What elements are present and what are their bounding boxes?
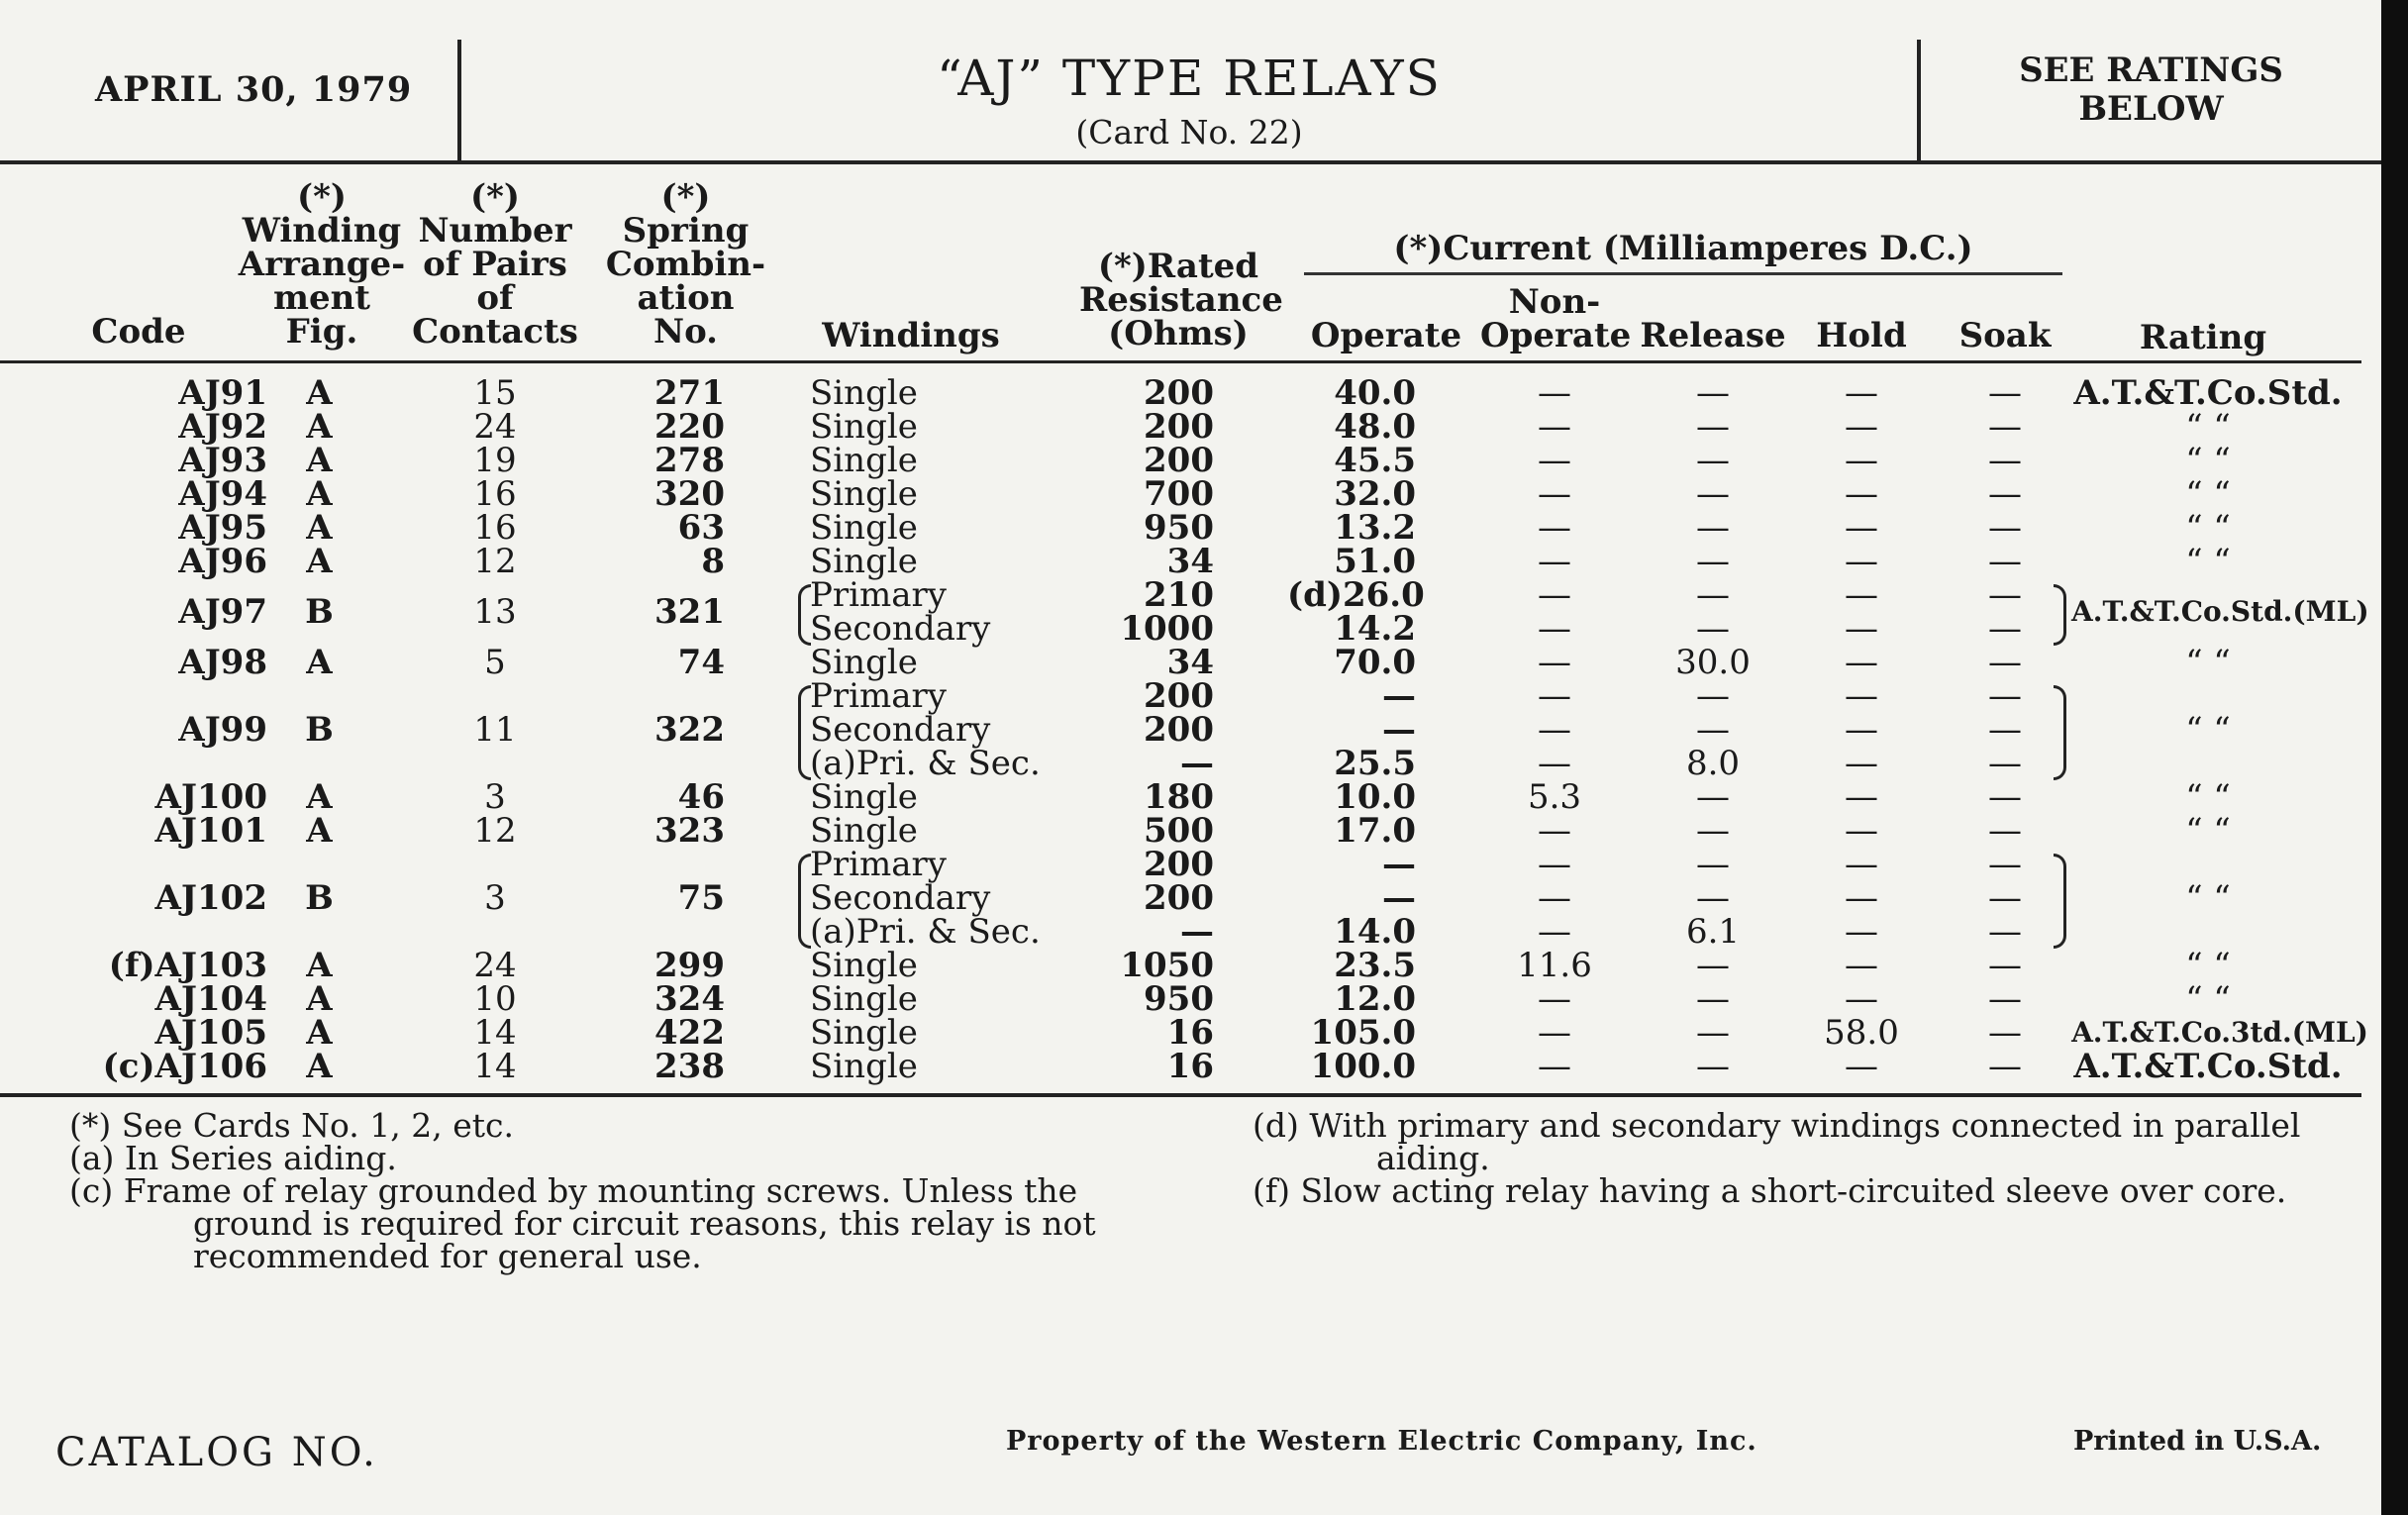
cell-soak: — — [1988, 542, 2022, 581]
cell-rating: A.T.&T.Co.3td.(ML) — [2071, 1016, 2368, 1049]
winding-brace-aj99 — [798, 685, 811, 780]
cell-soak: — — [1988, 1047, 2022, 1086]
winding-brace-aj102 — [798, 854, 811, 949]
cell-windings: Single — [810, 407, 918, 447]
cell-nonop: — — [1538, 744, 1571, 783]
cell-hold: — — [1845, 575, 1878, 615]
cell-op: 13.2 — [1334, 508, 1416, 548]
cell-windings: Single — [810, 474, 918, 514]
cell-code: AJ98 — [178, 643, 267, 682]
cell-windings: Primary — [810, 845, 947, 884]
cell-op: — — [1382, 710, 1416, 750]
cell-hold: — — [1845, 1047, 1878, 1086]
property-notice: Property of the Western Electric Company, Inc. — [1006, 1426, 1757, 1457]
cell-code: (f)AJ103 — [108, 946, 267, 985]
cell-res: 180 — [1144, 777, 1214, 817]
cell-op: 70.0 — [1334, 643, 1416, 682]
table-bottom-rule — [0, 1093, 2361, 1097]
cell-res: 200 — [1144, 845, 1214, 884]
cell-code: AJ96 — [178, 542, 267, 581]
col-header-code: Code — [91, 312, 186, 352]
cell-nonop: — — [1538, 979, 1571, 1019]
cell-rating: “ “ — [2185, 474, 2231, 514]
note-a: (a) In Series aiding. — [69, 1139, 397, 1177]
cell-nonop: — — [1538, 609, 1571, 649]
cell-op: 100.0 — [1310, 1047, 1416, 1086]
cell-res: 16 — [1166, 1013, 1214, 1053]
cell-hold: — — [1845, 777, 1878, 817]
cell-rel: — — [1696, 878, 1730, 918]
cell-rel: 8.0 — [1685, 744, 1741, 783]
cell-rating: “ “ — [2185, 542, 2231, 581]
cell-pairs: 12 — [473, 542, 517, 581]
col-header-operate: Operate — [1310, 316, 1462, 355]
rating-brace-aj99 — [2054, 685, 2066, 780]
cell-soak: — — [1988, 1013, 2022, 1053]
cell-windings: Single — [810, 441, 918, 480]
header-date-box — [0, 40, 461, 164]
cell-pairs: 14 — [473, 1013, 517, 1053]
cell-spring: 220 — [654, 407, 725, 447]
cell-fig: A — [306, 1047, 333, 1086]
rating-brace-aj97 — [2054, 584, 2066, 646]
cell-spring: 321 — [654, 592, 725, 632]
cell-res: 34 — [1166, 542, 1214, 581]
cell-rel: 30.0 — [1675, 643, 1751, 682]
cell-res: 200 — [1144, 441, 1214, 480]
cell-rel: — — [1696, 407, 1730, 447]
cell-soak: — — [1988, 676, 2022, 716]
cell-pairs: 16 — [473, 474, 517, 514]
col-header-rating: Rating — [2139, 318, 2267, 357]
cell-res: 16 — [1166, 1047, 1214, 1086]
col-header-hold: Hold — [1816, 316, 1907, 355]
cell-rel: — — [1696, 1013, 1730, 1053]
cell-soak: — — [1988, 373, 2022, 413]
cell-res: 950 — [1144, 508, 1214, 548]
cell-pairs: 24 — [473, 407, 517, 447]
cell-windings: (a)Pri. & Sec. — [810, 744, 1041, 783]
cell-rating: “ “ — [2185, 407, 2231, 447]
cell-rating: “ “ — [2185, 979, 2231, 1019]
note-f: (f) Slow acting relay having a short-circuited sleeve over core. — [1253, 1171, 2287, 1210]
cell-rating: “ “ — [2185, 508, 2231, 548]
cell-hold: — — [1845, 441, 1878, 480]
cell-rating: “ “ — [2185, 811, 2231, 851]
cell-nonop: — — [1538, 878, 1571, 918]
cell-hold: — — [1845, 946, 1878, 985]
cell-hold: — — [1845, 542, 1878, 581]
cell-nonop: — — [1538, 575, 1571, 615]
cell-spring: 320 — [654, 474, 725, 514]
cell-fig: A — [306, 1013, 333, 1053]
cell-rating: “ “ — [2185, 710, 2231, 750]
cell-pairs: 11 — [473, 710, 517, 750]
cell-hold: — — [1845, 643, 1878, 682]
cell-op: 10.0 — [1334, 777, 1416, 817]
col-header-windings: Windings — [822, 316, 1000, 355]
cell-res: 210 — [1144, 575, 1214, 615]
cell-windings: Single — [810, 979, 918, 1019]
cell-nonop: — — [1538, 407, 1571, 447]
cell-res: 200 — [1144, 407, 1214, 447]
cell-spring: 278 — [654, 441, 725, 480]
cell-op: — — [1382, 845, 1416, 884]
col-header-current-group: (*)Current (Milliamperes D.C.) — [1393, 229, 1973, 268]
cell-rating: A.T.&T.Co.Std.(ML) — [2071, 595, 2369, 628]
cell-windings: Single — [810, 1013, 918, 1053]
winding-brace-aj97 — [798, 584, 811, 646]
cell-rel: — — [1696, 1047, 1730, 1086]
col-header-spring: (*) Spring Combin- ation No. — [605, 177, 766, 352]
cell-res: 950 — [1144, 979, 1214, 1019]
cell-op: 40.0 — [1334, 373, 1416, 413]
cell-op: 105.0 — [1310, 1013, 1416, 1053]
cell-spring: 299 — [654, 946, 725, 985]
cell-fig: A — [306, 777, 333, 817]
cell-op: 17.0 — [1334, 811, 1416, 851]
cell-windings: Single — [810, 777, 918, 817]
cell-rating: “ “ — [2185, 946, 2231, 985]
cell-hold: — — [1845, 811, 1878, 851]
cell-res: — — [1180, 912, 1214, 952]
cell-rel: — — [1696, 979, 1730, 1019]
cell-op: 25.5 — [1334, 744, 1416, 783]
cell-rel: — — [1696, 508, 1730, 548]
cell-pairs: 10 — [473, 979, 517, 1019]
cell-res: 1050 — [1120, 946, 1214, 985]
cell-pairs: 24 — [473, 946, 517, 985]
cell-windings: Secondary — [810, 609, 991, 649]
cell-hold: — — [1845, 979, 1878, 1019]
cell-hold: — — [1845, 912, 1878, 952]
col-header-soak: Soak — [1958, 316, 2052, 355]
cell-op: 12.0 — [1334, 979, 1416, 1019]
cell-code: AJ94 — [178, 474, 267, 514]
cell-nonop: — — [1538, 811, 1571, 851]
cell-res: 200 — [1144, 878, 1214, 918]
cell-op: 14.0 — [1334, 912, 1416, 952]
note-d-line1: (d) With primary and secondary windings connected in parallel — [1253, 1106, 2301, 1145]
cell-fig: A — [306, 946, 333, 985]
cell-res: 500 — [1144, 811, 1214, 851]
cell-rel: — — [1696, 575, 1730, 615]
cell-hold: — — [1845, 676, 1878, 716]
cell-hold: — — [1845, 407, 1878, 447]
col-header-resistance: (*)Rated Resistance (Ohms) — [1079, 247, 1283, 354]
cell-nonop: — — [1538, 1013, 1571, 1053]
cell-windings: Single — [810, 811, 918, 851]
cell-spring: 271 — [654, 373, 725, 413]
cell-op: — — [1382, 878, 1416, 918]
cell-code: AJ100 — [154, 777, 267, 817]
catalog-number-label: CATALOG NO. — [55, 1430, 378, 1475]
cell-windings: Single — [810, 643, 918, 682]
cell-rel: — — [1696, 474, 1730, 514]
cell-windings: Secondary — [810, 878, 991, 918]
cell-res: 1000 — [1120, 609, 1214, 649]
cell-nonop: 5.3 — [1527, 777, 1582, 817]
note-c-line3: recommended for general use. — [193, 1237, 702, 1275]
cell-nonop: — — [1538, 1047, 1571, 1086]
cell-nonop: — — [1538, 912, 1571, 952]
cell-windings: Single — [810, 946, 918, 985]
cell-op: 14.2 — [1334, 609, 1416, 649]
date-label: APRIL 30, 1979 — [95, 69, 413, 110]
note-c-line1: (c) Frame of relay grounded by mounting screws. Unless the — [69, 1171, 1078, 1210]
cell-fig: A — [306, 508, 333, 548]
cell-rel: — — [1696, 777, 1730, 817]
cell-windings: Primary — [810, 676, 947, 716]
cell-rel: — — [1696, 845, 1730, 884]
col-header-winding-fig: (*) Winding Arrange- ment Fig. — [238, 177, 406, 352]
cell-soak: — — [1988, 811, 2022, 851]
cell-op: 23.5 — [1334, 946, 1416, 985]
cell-pairs: 15 — [473, 373, 517, 413]
cell-hold: — — [1845, 508, 1878, 548]
cell-fig: A — [306, 407, 333, 447]
cell-nonop: — — [1538, 710, 1571, 750]
cell-hold: — — [1845, 373, 1878, 413]
cell-res: — — [1180, 744, 1214, 783]
cell-soak: — — [1988, 609, 2022, 649]
cell-rating: “ “ — [2185, 643, 2231, 682]
cell-spring: 75 — [677, 878, 725, 918]
cell-nonop: — — [1538, 542, 1571, 581]
cell-soak: — — [1988, 845, 2022, 884]
cell-rating: “ “ — [2185, 441, 2231, 480]
cell-hold: 58.0 — [1824, 1013, 1899, 1053]
rating-note-line2: BELOW — [2078, 89, 2224, 129]
cell-op: (d)26.0 — [1287, 575, 1425, 615]
cell-nonop: 11.6 — [1517, 946, 1592, 985]
cell-code: AJ92 — [178, 407, 267, 447]
cell-soak: — — [1988, 441, 2022, 480]
cell-rel: — — [1696, 542, 1730, 581]
cell-pairs: 14 — [473, 1047, 517, 1086]
cell-soak: — — [1988, 946, 2022, 985]
cell-rel: 6.1 — [1685, 912, 1741, 952]
cell-windings: (a)Pri. & Sec. — [810, 912, 1041, 952]
cell-pairs: 3 — [484, 777, 506, 817]
cell-pairs: 3 — [484, 878, 506, 918]
cell-code: AJ91 — [178, 373, 267, 413]
cell-fig: A — [306, 979, 333, 1019]
cell-soak: — — [1988, 912, 2022, 952]
cell-windings: Primary — [810, 575, 947, 615]
cell-spring: 63 — [677, 508, 725, 548]
cell-pairs: 13 — [473, 592, 517, 632]
cell-spring: 238 — [654, 1047, 725, 1086]
cell-windings: Single — [810, 508, 918, 548]
cell-spring: 422 — [654, 1013, 725, 1053]
cell-soak: — — [1988, 575, 2022, 615]
cell-pairs: 16 — [473, 508, 517, 548]
cell-nonop: — — [1538, 845, 1571, 884]
cell-fig: A — [306, 474, 333, 514]
cell-fig: A — [306, 542, 333, 581]
cell-op: — — [1382, 676, 1416, 716]
cell-fig: B — [305, 710, 334, 750]
cell-rel: — — [1696, 441, 1730, 480]
cell-nonop: — — [1538, 643, 1571, 682]
cell-pairs: 12 — [473, 811, 517, 851]
cell-windings: Single — [810, 373, 918, 413]
cell-pairs: 5 — [484, 643, 506, 682]
cell-spring: 8 — [701, 542, 725, 581]
cell-code: AJ101 — [154, 811, 267, 851]
cell-spring: 46 — [677, 777, 725, 817]
cell-rel: — — [1696, 373, 1730, 413]
header-title-box — [461, 40, 1921, 164]
cell-code: (c)AJ106 — [102, 1047, 267, 1086]
cell-res: 200 — [1144, 710, 1214, 750]
header-rating-box — [1921, 40, 2381, 164]
cell-soak: — — [1988, 643, 2022, 682]
cell-res: 700 — [1144, 474, 1214, 514]
cell-fig: B — [305, 878, 334, 918]
printed-in-label: Printed in U.S.A. — [2073, 1426, 2322, 1457]
cell-fig: A — [306, 811, 333, 851]
note-c-line2: ground is required for circuit reasons, this relay is not — [193, 1204, 1096, 1243]
col-header-pairs: (*) Number of Pairs of Contacts — [412, 177, 578, 352]
card-number: (Card No. 22) — [1075, 113, 1303, 152]
cell-fig: A — [306, 373, 333, 413]
cell-fig: A — [306, 643, 333, 682]
cell-rating: A.T.&T.Co.Std. — [2073, 373, 2343, 413]
cell-soak: — — [1988, 744, 2022, 783]
cell-soak: — — [1988, 979, 2022, 1019]
cell-res: 200 — [1144, 373, 1214, 413]
cell-op: 48.0 — [1334, 407, 1416, 447]
note-d-line2: aiding. — [1376, 1139, 1490, 1177]
cell-code: AJ102 — [154, 878, 267, 918]
cell-soak: — — [1988, 878, 2022, 918]
cell-soak: — — [1988, 508, 2022, 548]
cell-nonop: — — [1538, 676, 1571, 716]
cell-rel: — — [1696, 676, 1730, 716]
cell-code: AJ99 — [178, 710, 267, 750]
cell-rel: — — [1696, 811, 1730, 851]
cell-hold: — — [1845, 710, 1878, 750]
cell-code: AJ105 — [154, 1013, 267, 1053]
cell-rating: A.T.&T.Co.Std. — [2073, 1047, 2343, 1086]
cell-code: AJ95 — [178, 508, 267, 548]
cell-soak: — — [1988, 474, 2022, 514]
cell-pairs: 19 — [473, 441, 517, 480]
cell-hold: — — [1845, 845, 1878, 884]
current-group-rule — [1304, 272, 2062, 275]
cell-rel: — — [1696, 609, 1730, 649]
cell-windings: Single — [810, 542, 918, 581]
cell-code: AJ93 — [178, 441, 267, 480]
cell-hold: — — [1845, 609, 1878, 649]
cell-soak: — — [1988, 407, 2022, 447]
cell-spring: 324 — [654, 979, 725, 1019]
note-star: (*) See Cards No. 1, 2, etc. — [69, 1106, 514, 1145]
cell-soak: — — [1988, 777, 2022, 817]
cell-nonop: — — [1538, 441, 1571, 480]
col-header-nonoperate: Non- Operate — [1480, 282, 1632, 355]
cell-nonop: — — [1538, 373, 1571, 413]
rating-note — [1921, 51, 2381, 129]
page-title: “AJ” TYPE RELAYS — [937, 50, 1442, 107]
cell-rating: “ “ — [2185, 878, 2231, 918]
cell-spring: 74 — [677, 643, 725, 682]
cell-code: AJ97 — [178, 592, 267, 632]
cell-op: 45.5 — [1334, 441, 1416, 480]
cell-hold: — — [1845, 744, 1878, 783]
cell-res: 34 — [1166, 643, 1214, 682]
cell-rel: — — [1696, 946, 1730, 985]
rating-note-line1: SEE RATINGS — [2019, 50, 2283, 90]
cell-windings: Single — [810, 1047, 918, 1086]
cell-op: 32.0 — [1334, 474, 1416, 514]
cell-res: 200 — [1144, 676, 1214, 716]
cell-spring: 323 — [654, 811, 725, 851]
cell-fig: A — [306, 441, 333, 480]
cell-nonop: — — [1538, 508, 1571, 548]
rating-brace-aj102 — [2054, 854, 2066, 949]
cell-code: AJ104 — [154, 979, 267, 1019]
cell-spring: 322 — [654, 710, 725, 750]
cell-hold: — — [1845, 474, 1878, 514]
cell-fig: B — [305, 592, 334, 632]
cell-windings: Secondary — [810, 710, 991, 750]
col-header-release: Release — [1640, 316, 1786, 355]
cell-soak: — — [1988, 710, 2022, 750]
header-rule — [0, 360, 2361, 363]
cell-nonop: — — [1538, 474, 1571, 514]
cell-rel: — — [1696, 710, 1730, 750]
cell-op: 51.0 — [1334, 542, 1416, 581]
cell-rating: “ “ — [2185, 777, 2231, 817]
cell-hold: — — [1845, 878, 1878, 918]
